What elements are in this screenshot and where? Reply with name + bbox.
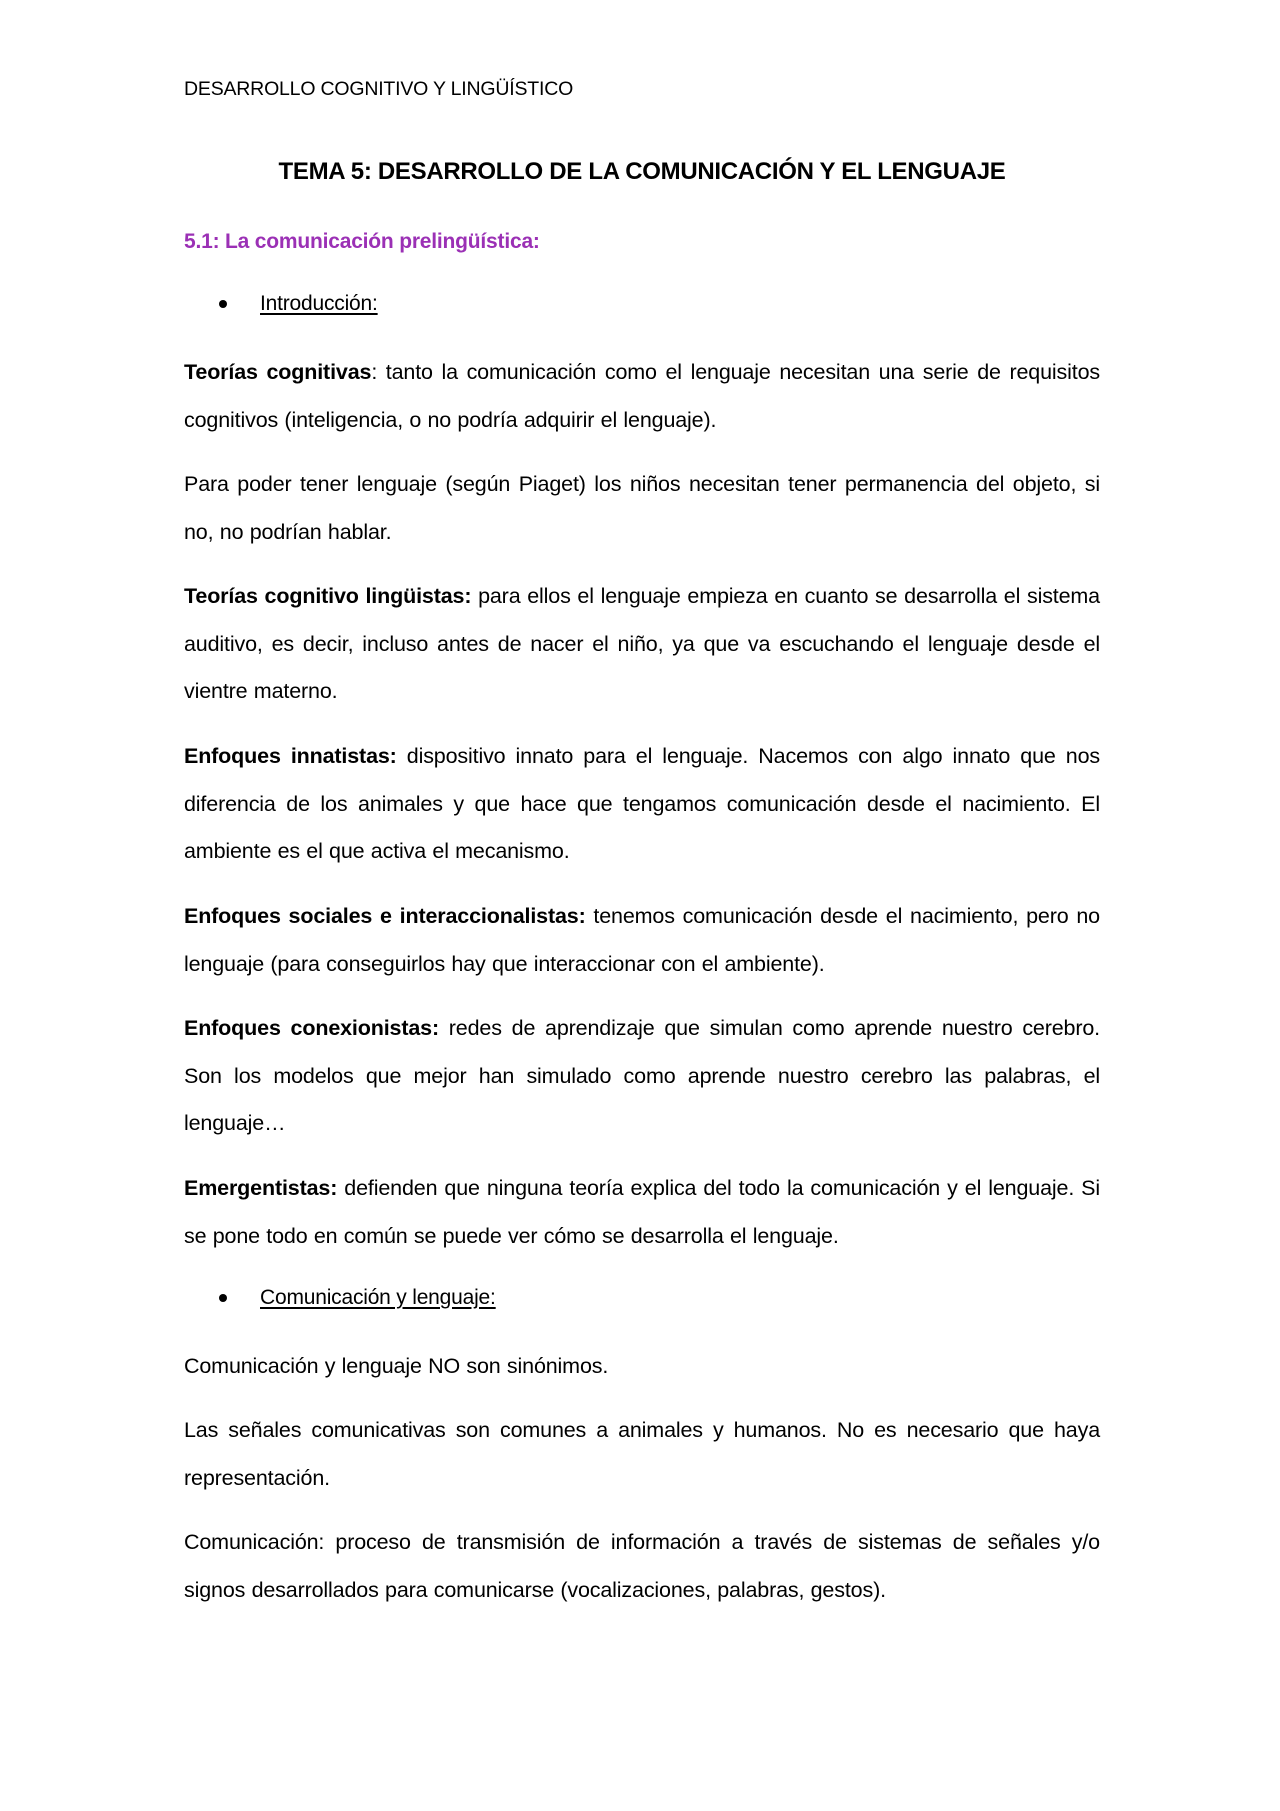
paragraph-no-sinonimos [184, 1343, 1100, 1391]
term-label: Emergentistas: [184, 1176, 338, 1200]
term-label: Enfoques innatistas: [184, 744, 397, 768]
paragraph-text: Para poder tener lenguaje (según Piaget) los niños necesitan tener permanencia del objeto, si no, no podrían hablar. [184, 472, 1100, 544]
section-heading: 5.1: La comunicación prelingüística: [184, 230, 540, 253]
paragraph-text: : tanto la comunicación como el lenguaje necesitan una serie de requisitos cognitivos (inteligencia, o no podría adquirir el lenguaje). [184, 360, 1100, 432]
paragraph-senales [184, 1407, 1100, 1502]
paragraph-text: Las señales comunicativas son comunes a animales y humanos. No es necesario que haya representación. [184, 1418, 1100, 1490]
bullet-icon [219, 300, 227, 308]
paragraph-comunicacion-definicion [184, 1519, 1100, 1614]
paragraph-emergentistas [184, 1165, 1100, 1260]
paragraph-text: dispositivo innato para el lenguaje. Nacemos con algo innato que nos diferencia de los animales y que hace que tengamos comunicación desde el nacimiento. El ambiente es el que activa el mecanismo. [184, 744, 1100, 863]
bullet-item-introduccion [219, 292, 378, 316]
running-header: DESARROLLO COGNITIVO Y LINGÜÍSTICO [184, 78, 574, 100]
paragraph-innatistas [184, 733, 1100, 876]
paragraph-teorias-cognitivas [184, 349, 1100, 444]
bullet-item-comunicacion [219, 1286, 496, 1310]
paragraph-text: Comunicación: proceso de transmisión de información a través de sistemas de señales y/o signos desarrollados para comunicarse (vocalizaciones, palabras, gestos). [184, 1530, 1100, 1602]
term-label: Teorías cognitivas [184, 360, 372, 384]
bullet-label: Comunicación y lenguaje: [260, 1286, 496, 1309]
bullet-label: Introducción: [260, 292, 378, 315]
term-label: Enfoques sociales e interaccionalistas: [184, 904, 586, 928]
paragraph-text: tenemos comunicación desde el nacimiento, pero no lenguaje (para conseguirlos hay que interaccionar con el ambiente). [184, 904, 1100, 976]
document-title: TEMA 5: DESARROLLO DE LA COMUNICACIÓN Y EL LENGUAJE [278, 158, 1006, 185]
paragraph-text: redes de aprendizaje que simulan como aprende nuestro cerebro. Son los modelos que mejor han simulado como aprende nuestro cerebro las palabras, el lenguaje… [184, 1016, 1100, 1135]
paragraph-cognitivo-linguistas [184, 573, 1100, 716]
paragraph-text: defienden que ninguna teoría explica del todo la comunicación y el lenguaje. Si se pone todo en común se puede ver cómo se desarrolla el lenguaje. [184, 1176, 1100, 1248]
paragraph-text: para ellos el lenguaje empieza en cuanto se desarrolla el sistema auditivo, es decir, incluso antes de nacer el niño, ya que va escuchando el lenguaje desde el vientre materno. [184, 584, 1100, 703]
term-label: Teorías cognitivo lingüistas: [184, 584, 472, 608]
paragraph-conexionistas [184, 1005, 1100, 1148]
term-label: Enfoques conexionistas: [184, 1016, 439, 1040]
paragraph-interaccionalistas [184, 893, 1100, 988]
paragraph-text: Comunicación y lenguaje NO son sinónimos. [184, 1354, 609, 1378]
paragraph-piaget [184, 461, 1100, 556]
bullet-icon [219, 1294, 227, 1302]
